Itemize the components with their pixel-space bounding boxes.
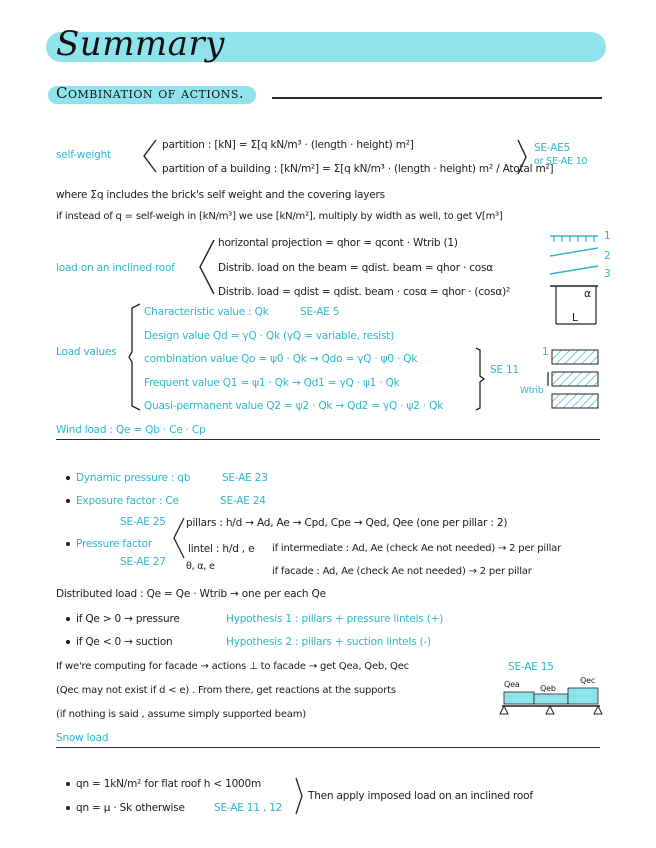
distributed-load: Distributed load : Qe = Qe · Wtrib → one per each Qe	[56, 588, 326, 600]
tributary-width-figure	[548, 346, 608, 412]
self-weight-ref: SE-AE5	[534, 142, 571, 154]
frequent-value: Frequent value Q1 = ψ1 · Qk → Qd1 = γQ · ψ1 · Qk	[144, 377, 400, 389]
snow-ref: SE-AE 11 , 12	[214, 802, 283, 814]
fig-alpha: α	[584, 288, 591, 300]
qec-line: (Qec may not exist if d < e) . From there, get reactions at the supports	[56, 685, 396, 696]
ref-27: SE-AE 27	[120, 556, 166, 568]
inclined-line1: horizontal projection = qhor = qcont · Wtrib (1)	[218, 237, 458, 249]
if-positive: if Qe > 0 → pressure	[66, 613, 180, 625]
snow-line-2: qn = μ · Sk otherwise	[66, 802, 185, 814]
intermediate-line: if intermediate : Ad, Ae (check Ae not needed) → 2 per pillar	[272, 543, 562, 554]
snow-then: Then apply imposed load on an inclined roof	[308, 790, 533, 802]
dynamic-pressure: Dynamic pressure : qb	[66, 472, 190, 484]
facade-line: If we're computing for facade → actions ⊥ to facade → get Qea, Qeb, Qec	[56, 661, 409, 672]
fig-wtrib: Wtrib	[520, 386, 544, 396]
brace-icon	[140, 138, 160, 174]
snow-line-1: qn = 1kN/m² for flat roof h < 1000m	[66, 778, 261, 790]
if-negative: if Qe < 0 → suction	[66, 636, 173, 648]
facade-case-line: if facade : Ad, Ae (check Ae not needed) → 2 per pillar	[272, 566, 532, 577]
fig-qeb: Qeb	[540, 684, 556, 693]
lintel-theta: θ, α, e	[186, 561, 215, 572]
inclined-line3: Distrib. load = qdist = qdist. beam · cosα = qhor · (cosα)²	[218, 286, 511, 298]
hypothesis-1: Hypothesis 1 : pillars + pressure lintels (+)	[226, 613, 444, 625]
right-brace-icon	[516, 138, 530, 176]
self-weight-ref2: or SE-AE 10	[534, 156, 588, 167]
heading-rule	[272, 97, 602, 99]
pillars-line: pillars : h/d → Ad, Ae → Cpd, Cpe → Qed, Qee (one per pillar : 2)	[186, 517, 508, 529]
load-values-ref: SE 11	[490, 364, 519, 376]
snow-rule	[56, 747, 600, 748]
self-weight-note2: if instead of q = self-weigh in [kN/m³] we use [kN/m²], multiply by width as well, to get V[m³]	[56, 211, 503, 222]
facade-ref: SE-AE 15	[508, 661, 554, 673]
inclined-roof-label: load on an inclined roof	[56, 262, 175, 274]
right-brace-icon	[294, 776, 306, 816]
load-values-label: Load values	[56, 346, 117, 358]
right-brace-icon	[474, 346, 486, 412]
self-weight-note1: where Σq includes the brick's self weight and the covering layers	[56, 189, 385, 201]
fig-length: L	[572, 312, 578, 324]
inclined-roof-figure	[548, 232, 618, 332]
fig-one: 1	[542, 346, 549, 358]
assume-line: (if nothing is said , assume simply supported beam)	[56, 709, 306, 720]
hypothesis-2: Hypothesis 2 : pillars + suction lintels (-)	[226, 636, 431, 648]
brace-icon	[128, 302, 142, 412]
brace-icon	[170, 516, 186, 560]
partition-formula: partition : [kN] = Σ[q kN/m³ · (length · height) m²]	[162, 139, 414, 151]
lintel-line: lintel : h/d , e	[188, 543, 255, 555]
exposure-factor: Exposure factor : Ce	[66, 495, 179, 507]
ref-25: SE-AE 25	[120, 516, 166, 528]
brace-icon	[196, 238, 218, 296]
fig-num-3: 3	[604, 268, 611, 280]
wind-load-heading: Wind load : Qe = Qb · Ce · Cp	[56, 424, 206, 436]
fig-qea: Qea	[504, 680, 520, 689]
snow-load-heading: Snow load	[56, 732, 109, 744]
quasi-permanent-value: Quasi-permanent value Q2 = ψ2 · Qk → Qd2 = γQ · ψ2 · Qk	[144, 400, 444, 412]
dynamic-ref: SE-AE 23	[222, 472, 268, 484]
page-title: Summary	[56, 24, 225, 64]
characteristic-value: Characteristic value : Qk	[144, 306, 269, 318]
design-value: Design value Qd = γQ · Qk (γQ = variable, resist)	[144, 330, 395, 342]
pressure-factor: Pressure factor	[66, 538, 152, 550]
section-heading: Combination of actions.	[56, 84, 245, 102]
combination-value: combination value Qo = ψ0 · Qk → Qdo = γQ · ψ0 · Qk	[144, 353, 418, 365]
building-formula: partition of a building : [kN/m²] = Σ[q kN/m³ · (length · height) m² / Atotal m²]	[162, 163, 554, 175]
inclined-line2: Distrib. load on the beam = qdist. beam = qhor · cosα	[218, 262, 494, 274]
exposure-ref: SE-AE 24	[220, 495, 266, 507]
characteristic-ref: SE-AE 5	[300, 306, 340, 318]
self-weight-label: self-weight	[56, 149, 111, 161]
fig-num-2: 2	[604, 250, 611, 262]
wind-rule	[56, 439, 600, 440]
fig-qec: Qec	[580, 676, 596, 685]
fig-num-1: 1	[604, 230, 611, 242]
